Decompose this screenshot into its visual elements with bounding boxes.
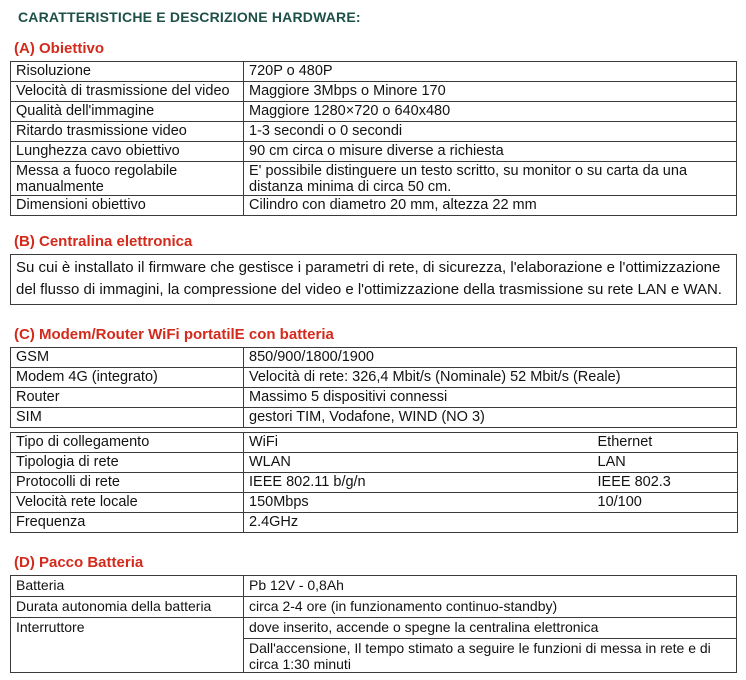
- table-row: [11, 618, 737, 639]
- spec-label: Risoluzione: [11, 62, 244, 82]
- spec-label: Protocolli di rete: [11, 473, 244, 493]
- page-title: CARATTERISTICHE E DESCRIZIONE HARDWARE:: [18, 9, 361, 25]
- spec-label: Interruttore: [11, 618, 244, 673]
- spec-value: 850/900/1800/1900: [244, 348, 737, 368]
- spec-value: E' possibile distinguere un testo scritto, su monitor o su carta da una distanza minima di circa 50 cm.: [244, 162, 737, 196]
- spec-value-ethernet: [593, 513, 738, 533]
- table-pacco-batteria: [10, 575, 737, 673]
- spec-label: GSM: [11, 348, 244, 368]
- table-row: [11, 493, 738, 513]
- spec-value: Pb 12V - 0,8Ah: [244, 576, 737, 597]
- table-row: [11, 453, 738, 473]
- spec-value-wifi: WLAN: [244, 453, 593, 473]
- spec-label: Frequenza: [11, 513, 244, 533]
- spec-value-wifi: 2.4GHz: [244, 513, 593, 533]
- table-row: [11, 82, 737, 102]
- section-a-heading: (A) Obiettivo: [14, 40, 104, 57]
- section-b-heading: (B) Centralina elettronica: [14, 233, 193, 250]
- spec-label: Tipologia di rete: [11, 453, 244, 473]
- spec-value-ethernet: IEEE 802.3: [593, 473, 738, 493]
- spec-value: 720P o 480P: [244, 62, 737, 82]
- spec-value: Velocità di rete: 326,4 Mbit/s (Nominale) 52 Mbit/s (Reale): [244, 368, 737, 388]
- spec-label: Velocità rete locale: [11, 493, 244, 513]
- spec-value-ethernet: 10/100: [593, 493, 738, 513]
- centralina-description-box: Su cui è installato il firmware che gestisce i parametri di rete, di sicurezza, l'elaborazione e l'ottimizzazione del flusso di immagini, la compressione del video e l'ottimizzazione della trasmissione su rete LAN e WAN.: [10, 254, 737, 305]
- table-row: [11, 433, 738, 453]
- section-d-heading: (D) Pacco Batteria: [14, 554, 144, 571]
- spec-value: circa 2-4 ore (in funzionamento continuo-standby): [244, 597, 737, 618]
- spec-label: Tipo di collegamento: [11, 433, 244, 453]
- table-row: [11, 196, 737, 216]
- spec-value: gestori TIM, Vodafone, WIND (NO 3): [244, 408, 737, 428]
- table-row: [11, 576, 737, 597]
- spec-value: Massimo 5 dispositivi connessi: [244, 388, 737, 408]
- table-row: [11, 408, 737, 428]
- table-row: [11, 62, 737, 82]
- spec-label: Dimensioni obiettivo: [11, 196, 244, 216]
- spec-value: 1-3 secondi o 0 secondi: [244, 122, 737, 142]
- table-row: [11, 473, 738, 493]
- spec-value: Maggiore 3Mbps o Minore 170: [244, 82, 737, 102]
- table-row: [11, 368, 737, 388]
- spec-value: Cilindro con diametro 20 mm, altezza 22 mm: [244, 196, 737, 216]
- spec-value: Dall'accensione, Il tempo stimato a seguire le funzioni di messa in rete e di circa 1:30 minuti: [244, 639, 737, 673]
- spec-value-wifi: 150Mbps: [244, 493, 593, 513]
- spec-label: Lunghezza cavo obiettivo: [11, 142, 244, 162]
- spec-label: Durata autonomia della batteria: [11, 597, 244, 618]
- spec-value-wifi: WiFi: [244, 433, 593, 453]
- spec-label: Ritardo trasmissione video: [11, 122, 244, 142]
- table-row: [11, 348, 737, 368]
- section-c-heading: (C) Modem/Router WiFi portatilE con batteria: [14, 326, 334, 343]
- spec-value: Maggiore 1280×720 o 640x480: [244, 102, 737, 122]
- spec-label: Messa a fuoco regolabile manualmente: [11, 162, 244, 196]
- spec-value-wifi: IEEE 802.11 b/g/n: [244, 473, 593, 493]
- table-row: [11, 122, 737, 142]
- table-network-comparison: [10, 432, 738, 533]
- table-row: [11, 102, 737, 122]
- spec-value-ethernet: LAN: [593, 453, 738, 473]
- spec-label: Router: [11, 388, 244, 408]
- table-row: [11, 513, 738, 533]
- spec-label: Batteria: [11, 576, 244, 597]
- spec-label: Modem 4G (integrato): [11, 368, 244, 388]
- spec-value-ethernet: Ethernet: [593, 433, 738, 453]
- spec-label: Velocità di trasmissione del video: [11, 82, 244, 102]
- table-modem-router: [10, 347, 737, 428]
- table-obiettivo: [10, 61, 737, 216]
- spec-value: dove inserito, accende o spegne la centralina elettronica: [244, 618, 737, 639]
- spec-value: 90 cm circa o misure diverse a richiesta: [244, 142, 737, 162]
- table-row: [11, 142, 737, 162]
- spec-label: SIM: [11, 408, 244, 428]
- table-row: [11, 162, 737, 196]
- table-row: [11, 597, 737, 618]
- table-row: [11, 388, 737, 408]
- spec-label: Qualità dell'immagine: [11, 102, 244, 122]
